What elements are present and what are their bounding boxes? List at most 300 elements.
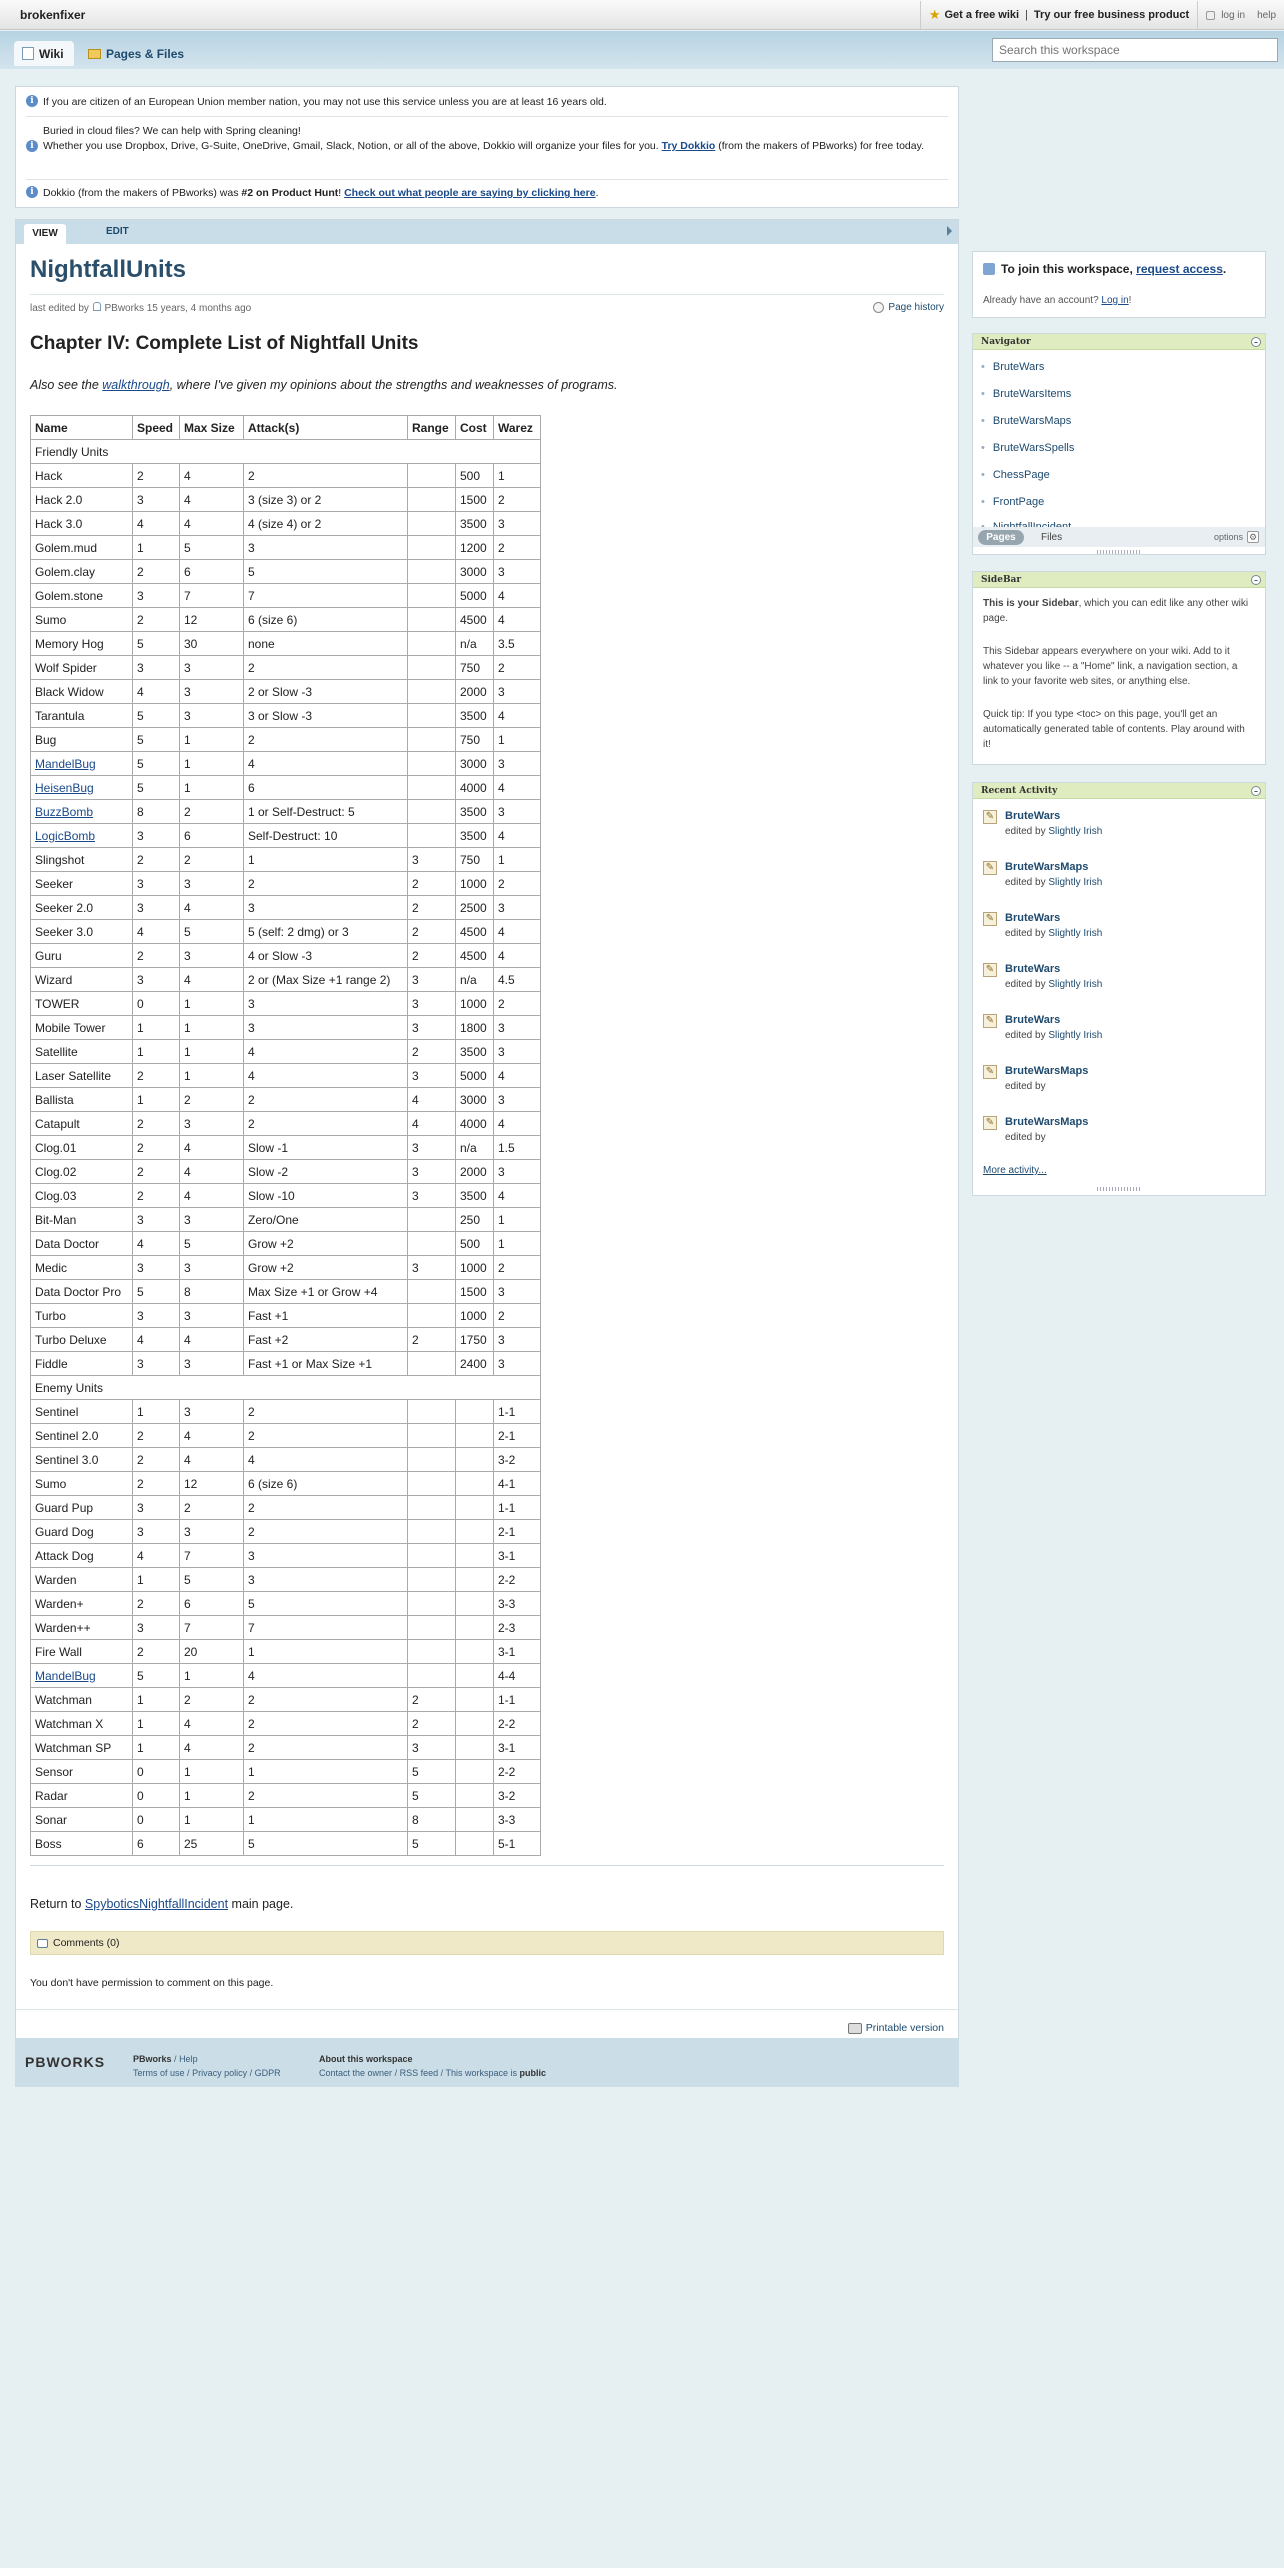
table-cell: 4 — [494, 1184, 541, 1208]
unit-name-cell: Satellite — [31, 1040, 133, 1064]
activity-item — [983, 912, 1257, 952]
table-cell: 5 — [180, 1568, 244, 1592]
units-table-body — [31, 440, 541, 1856]
info-icon: i — [26, 140, 38, 152]
table-cell — [408, 560, 456, 584]
gdpr-link[interactable]: GDPR — [254, 2068, 281, 2078]
table-row — [31, 1496, 541, 1520]
unit-name-cell: Slingshot — [31, 848, 133, 872]
unit-name-cell: Turbo Deluxe — [31, 1328, 133, 1352]
table-row — [31, 824, 541, 848]
resize-handle[interactable] — [1097, 550, 1141, 554]
table-cell: 3-1 — [494, 1640, 541, 1664]
table-cell — [408, 728, 456, 752]
unit-link[interactable]: HeisenBug — [35, 780, 94, 795]
activity-user-link[interactable]: Slightly Irish — [1048, 877, 1103, 888]
return-line — [30, 1897, 293, 1911]
table-cell: 2 — [408, 872, 456, 896]
table-cell: 2-2 — [494, 1760, 541, 1784]
nav-item[interactable]: • BruteWars — [981, 361, 1045, 373]
terms-link[interactable]: Terms of use — [133, 2068, 185, 2078]
table-cell: 1 or Self-Destruct: 5 — [244, 800, 408, 824]
table-cell: 3 — [180, 680, 244, 704]
login-link[interactable]: log in — [1221, 9, 1246, 21]
table-cell: 4 — [494, 704, 541, 728]
page-history-link[interactable] — [873, 302, 944, 313]
unit-name-cell: Tarantula — [31, 704, 133, 728]
table-cell: 3 — [494, 560, 541, 584]
table-row — [31, 1568, 541, 1592]
tab-pages-files[interactable] — [80, 41, 194, 66]
table-row — [31, 1592, 541, 1616]
unit-name-cell: Watchman — [31, 1688, 133, 1712]
activity-user-link[interactable]: Slightly Irish — [1048, 1030, 1103, 1041]
table-cell: 1 — [180, 1808, 244, 1832]
printable-version-link[interactable] — [848, 2022, 944, 2034]
table-cell: 4 — [180, 1136, 244, 1160]
table-cell: 3 — [494, 1352, 541, 1376]
divider — [26, 116, 948, 117]
section-label: Enemy Units — [31, 1376, 541, 1400]
nav-item[interactable]: • ChessPage — [981, 469, 1050, 481]
table-row — [31, 728, 541, 752]
contact-owner-link[interactable]: Contact the owner — [319, 2068, 393, 2078]
table-cell — [408, 1664, 456, 1688]
edited-by: edited by — [1005, 1030, 1046, 1041]
table-cell — [456, 1736, 494, 1760]
activity-user-link[interactable]: Slightly Irish — [1048, 928, 1103, 939]
table-cell: 1000 — [456, 992, 494, 1016]
footer-links — [133, 2052, 281, 2080]
table-row — [31, 704, 541, 728]
pencil-icon: ✎ — [983, 861, 997, 875]
table-cell: 4000 — [456, 776, 494, 800]
table-cell: 2 — [133, 1640, 180, 1664]
activity-item — [983, 963, 1257, 1003]
table-cell: 1 — [244, 1640, 408, 1664]
promo-links — [921, 0, 1197, 30]
activity-page-link[interactable]: BruteWarsMaps — [1005, 1116, 1089, 1128]
table-cell: 3 — [133, 1256, 180, 1280]
rss-link[interactable]: RSS feed — [399, 2068, 439, 2078]
activity-page-link[interactable]: BruteWars — [1005, 963, 1061, 975]
table-cell — [456, 1592, 494, 1616]
table-cell: 6 — [133, 1832, 180, 1856]
column-header: Cost — [456, 416, 494, 440]
resize-handle[interactable] — [1097, 1187, 1141, 1191]
activity-page-link[interactable]: BruteWars — [1005, 810, 1061, 822]
table-cell: 3 or Slow -3 — [244, 704, 408, 728]
table-row — [31, 1064, 541, 1088]
table-cell: 1 — [494, 848, 541, 872]
slash: / — [174, 2054, 177, 2064]
pencil-icon: ✎ — [983, 1014, 997, 1028]
tab-wiki[interactable] — [14, 41, 74, 66]
activity-page-link[interactable]: BruteWarsMaps — [1005, 861, 1089, 873]
table-cell: 3500 — [456, 1040, 494, 1064]
table-cell: 3 — [494, 800, 541, 824]
table-cell: 4 — [180, 1712, 244, 1736]
table-cell: 5 — [244, 1592, 408, 1616]
unit-name-cell: Radar — [31, 1784, 133, 1808]
wiki-icon — [22, 47, 34, 60]
navigator-box — [972, 333, 1266, 555]
table-cell — [408, 1616, 456, 1640]
navigator-list — [973, 351, 1265, 525]
table-cell: 3-1 — [494, 1736, 541, 1760]
table-cell: 6 (size 6) — [244, 608, 408, 632]
collapse-icon[interactable]: – — [1251, 575, 1261, 585]
table-row — [31, 1808, 541, 1832]
main-page-link[interactable]: SpyboticsNightfallIncident — [84, 1897, 229, 1911]
slash: / — [249, 2068, 253, 2078]
have-account-text: Already have an account? — [983, 295, 1099, 306]
table-header-row — [31, 416, 541, 440]
pencil-icon: ✎ — [983, 1065, 997, 1079]
pages-button[interactable]: Pages — [978, 530, 1024, 545]
table-cell: 3 — [133, 1616, 180, 1640]
table-cell — [408, 776, 456, 800]
unit-name-cell: Catapult — [31, 1112, 133, 1136]
unit-name-cell: Warden+ — [31, 1592, 133, 1616]
table-cell — [408, 632, 456, 656]
table-cell — [456, 1784, 494, 1808]
more-activity-link[interactable]: More activity... — [983, 1165, 1047, 1176]
table-cell: 4 — [494, 608, 541, 632]
table-cell — [456, 1616, 494, 1640]
table-cell: 3 — [180, 1520, 244, 1544]
comments-label: Comments (0) — [53, 1937, 120, 1949]
table-cell: 3 — [133, 1496, 180, 1520]
pencil-icon: ✎ — [983, 810, 997, 824]
nav-item[interactable]: • FrontPage — [981, 496, 1045, 508]
sidebar-p3: Quick tip: If you type <toc> on this page, you'll get an automatically generated table of contents. Play around with it! — [983, 709, 1245, 750]
table-cell: 1 — [133, 1088, 180, 1112]
unit-name-cell: Sensor — [31, 1760, 133, 1784]
try-dokkio-link[interactable]: Try Dokkio — [661, 140, 716, 152]
table-cell: 3 — [244, 992, 408, 1016]
table-row — [31, 920, 541, 944]
eu-notice — [26, 95, 948, 110]
activity-page-link[interactable]: BruteWars — [1005, 912, 1061, 924]
hunt-end: . — [595, 187, 599, 199]
table-cell — [456, 1688, 494, 1712]
table-cell: 3 — [180, 872, 244, 896]
table-cell: 7 — [244, 1616, 408, 1640]
gear-icon[interactable]: ⚙ — [1248, 532, 1258, 542]
table-cell: 2 — [133, 1448, 180, 1472]
unit-name-cell: Sentinel 3.0 — [31, 1448, 133, 1472]
table-row — [31, 488, 541, 512]
unit-name-cell: Golem.stone — [31, 584, 133, 608]
tab-edit[interactable]: EDIT — [106, 226, 129, 237]
table-cell: 1-1 — [494, 1496, 541, 1520]
nav-item-label: FrontPage — [992, 496, 1045, 508]
unit-link[interactable]: MandelBug — [35, 756, 96, 771]
table-cell: 4 — [180, 1184, 244, 1208]
table-row — [31, 1352, 541, 1376]
table-cell: 8 — [133, 800, 180, 824]
activity-item — [983, 1116, 1257, 1156]
hunt-text: Dokkio (from the makers of PBworks) was — [43, 187, 239, 199]
table-cell: 4 — [133, 920, 180, 944]
table-cell: 7 — [180, 584, 244, 608]
sidebar-box — [972, 571, 1266, 765]
unit-link[interactable]: BuzzBomb — [35, 804, 94, 819]
navigator-toolbar — [973, 527, 1265, 547]
table-cell — [456, 1760, 494, 1784]
table-cell: 3 — [408, 1016, 456, 1040]
nav-item-label: BruteWarsSpells — [992, 442, 1075, 454]
table-cell: 2 — [244, 1688, 408, 1712]
workspace-is: This workspace is — [445, 2068, 518, 2078]
unit-name-cell: Golem.clay — [31, 560, 133, 584]
column-header: Attack(s) — [244, 416, 408, 440]
join-icon — [983, 263, 995, 275]
table-cell: 4 — [180, 896, 244, 920]
table-row — [31, 1448, 541, 1472]
collapse-icon[interactable]: – — [1251, 786, 1261, 796]
activity-page-link[interactable]: BruteWarsMaps — [1005, 1065, 1089, 1077]
search-input[interactable] — [992, 38, 1278, 62]
table-cell: 4 (size 4) or 2 — [244, 512, 408, 536]
table-cell: 2 — [180, 1496, 244, 1520]
table-cell: 4 — [180, 1736, 244, 1760]
pbworks-logo[interactable]: PBWORKS — [25, 2054, 106, 2070]
table-cell: 4 — [494, 1112, 541, 1136]
nav-item[interactable]: • BruteWarsSpells — [981, 442, 1075, 454]
units-table — [30, 415, 541, 1856]
get-free-wiki-link[interactable]: Get a free wiki — [944, 9, 1020, 21]
pencil-icon: ✎ — [983, 912, 997, 926]
unit-name-cell: Attack Dog — [31, 1544, 133, 1568]
table-cell: 3 — [244, 1568, 408, 1592]
column-header: Speed — [133, 416, 180, 440]
pencil-icon: ✎ — [983, 1116, 997, 1130]
table-cell: 3.5 — [494, 632, 541, 656]
eu-notice-text: If you are citizen of an European Union member nation, you may not use this service unless you are at least 16 years old. — [43, 96, 607, 108]
table-row — [31, 584, 541, 608]
workspace-public: public — [519, 2068, 547, 2078]
join-end: . — [1222, 262, 1227, 276]
collapse-icon[interactable]: – — [1251, 337, 1261, 347]
activity-user-link[interactable]: Slightly Irish — [1048, 979, 1103, 990]
table-cell — [456, 1472, 494, 1496]
table-row — [31, 1136, 541, 1160]
table-cell: 2 — [244, 1424, 408, 1448]
unit-name-cell: Data Doctor Pro — [31, 1280, 133, 1304]
table-cell — [456, 1400, 494, 1424]
table-cell: 6 (size 6) — [244, 1472, 408, 1496]
pencil-icon: ✎ — [983, 963, 997, 977]
table-cell: 5 — [180, 536, 244, 560]
table-cell — [408, 656, 456, 680]
table-cell: 2 — [244, 1088, 408, 1112]
table-cell — [456, 1808, 494, 1832]
table-cell: 1 — [180, 776, 244, 800]
table-cell — [456, 1448, 494, 1472]
table-cell: 4-4 — [494, 1664, 541, 1688]
edited-by: edited by — [1005, 1132, 1046, 1143]
table-cell — [408, 824, 456, 848]
table-cell: 3 — [244, 896, 408, 920]
user-icon — [93, 302, 101, 311]
table-cell: 5 — [133, 1280, 180, 1304]
table-cell: 2 — [133, 1184, 180, 1208]
unit-name-cell: Watchman X — [31, 1712, 133, 1736]
sub-end: ! — [1128, 295, 1132, 306]
table-cell: 1-1 — [494, 1688, 541, 1712]
intro-pre: Also see the — [30, 378, 99, 392]
table-cell: n/a — [456, 1136, 494, 1160]
table-cell: 5 — [180, 1232, 244, 1256]
table-cell: 4 — [133, 1232, 180, 1256]
table-cell — [408, 680, 456, 704]
table-cell: 250 — [456, 1208, 494, 1232]
nav-item-label: ChessPage — [992, 469, 1050, 481]
options-button[interactable]: options — [1213, 532, 1243, 542]
table-cell — [456, 1568, 494, 1592]
unit-name-cell: Guard Pup — [31, 1496, 133, 1520]
separator: | — [1025, 9, 1028, 21]
table-row — [31, 1040, 541, 1064]
table-cell: 2000 — [456, 1160, 494, 1184]
footer-pbworks-link[interactable]: PBworks — [133, 2054, 172, 2064]
table-cell: 1 — [244, 848, 408, 872]
unit-name-cell: Sumo — [31, 1472, 133, 1496]
main-content — [15, 219, 959, 2087]
table-cell: 5 — [133, 752, 180, 776]
table-row — [31, 752, 541, 776]
unit-link[interactable]: MandelBug — [35, 1668, 96, 1683]
table-cell: 2 — [244, 1400, 408, 1424]
comments-header[interactable] — [30, 1931, 944, 1955]
table-cell: 1500 — [456, 1280, 494, 1304]
info-icon: i — [26, 186, 38, 198]
table-cell: 3 — [180, 1208, 244, 1232]
table-cell: 1 — [494, 464, 541, 488]
unit-name-cell: Ballista — [31, 1088, 133, 1112]
table-cell: 3 — [408, 1184, 456, 1208]
footer-help-link[interactable]: Help — [179, 2054, 198, 2064]
table-cell: 2-1 — [494, 1520, 541, 1544]
chapter-heading: Chapter IV: Complete List of Nightfall Units — [30, 333, 419, 354]
table-cell: 6 — [180, 824, 244, 848]
request-access-link[interactable]: request access — [1136, 262, 1223, 276]
sidebar-p2: This Sidebar appears everywhere on your wiki. Add to it whatever you like -- a "Home" link, a navigation section, a link to your favorite web sites, or anything else. — [983, 646, 1238, 687]
account-links — [1198, 0, 1284, 30]
unit-name-cell: Golem.mud — [31, 536, 133, 560]
table-cell: 4 — [244, 752, 408, 776]
table-cell: 3 — [133, 488, 180, 512]
table-cell: 12 — [180, 608, 244, 632]
collapse-arrow-icon[interactable] — [947, 226, 952, 236]
table-cell: 2-2 — [494, 1712, 541, 1736]
divider — [26, 179, 948, 180]
table-cell: 3-2 — [494, 1784, 541, 1808]
table-row — [31, 1328, 541, 1352]
files-button[interactable]: Files — [1041, 532, 1063, 543]
table-cell: 2 — [133, 608, 180, 632]
table-cell: 3 — [494, 1280, 541, 1304]
hunt-bang: ! — [338, 187, 342, 199]
table-cell: 4500 — [456, 608, 494, 632]
activity-item — [983, 1014, 1257, 1054]
site-name[interactable]: brokenfixer — [20, 8, 86, 22]
table-row — [31, 1280, 541, 1304]
table-cell: 4 — [180, 1328, 244, 1352]
hunt-link[interactable]: Check out what people are saying by clicking here — [344, 187, 596, 199]
table-cell: 4 — [180, 464, 244, 488]
table-cell: 4500 — [456, 920, 494, 944]
info-icon: i — [26, 95, 38, 107]
sidebar-bold: This is your Sidebar — [983, 598, 1079, 609]
last-edited-user[interactable]: PBworks — [104, 303, 144, 314]
table-cell: 1 — [133, 1688, 180, 1712]
table-cell: 1 — [180, 1784, 244, 1808]
unit-name-cell: Seeker 3.0 — [31, 920, 133, 944]
table-cell: 3-3 — [494, 1592, 541, 1616]
table-cell: 3 — [133, 824, 180, 848]
table-cell: 3500 — [456, 800, 494, 824]
nav-item[interactable]: • BruteWarsMaps — [981, 415, 1072, 427]
table-cell: 3 — [494, 680, 541, 704]
unit-name-cell: Hack 2.0 — [31, 488, 133, 512]
table-row — [31, 1832, 541, 1856]
table-cell — [456, 1832, 494, 1856]
table-row — [31, 1712, 541, 1736]
privacy-link[interactable]: Privacy policy — [192, 2068, 248, 2078]
unit-link[interactable]: LogicBomb — [35, 828, 96, 843]
printable-label: Printable version — [865, 2022, 944, 2034]
table-row — [31, 1232, 541, 1256]
about-title: About this workspace — [319, 2054, 413, 2064]
table-cell: 2 — [244, 728, 408, 752]
table-cell: 1 — [244, 1760, 408, 1784]
unit-name-cell: Guard Dog — [31, 1520, 133, 1544]
table-cell: 2 — [133, 1424, 180, 1448]
table-cell: 3 (size 3) or 2 — [244, 488, 408, 512]
table-cell: 1200 — [456, 536, 494, 560]
table-cell: 5-1 — [494, 1832, 541, 1856]
join-title — [983, 262, 1226, 276]
table-cell: 3 — [133, 872, 180, 896]
table-cell: 4 — [180, 488, 244, 512]
nav-item[interactable]: • BruteWarsItems — [981, 388, 1072, 400]
tab-view[interactable]: VIEW — [24, 224, 66, 244]
help-link[interactable]: help — [1257, 9, 1276, 21]
business-product-link[interactable]: Try our free business product — [1033, 9, 1190, 21]
table-cell: 2 — [244, 1712, 408, 1736]
activity-user-link[interactable]: Slightly Irish — [1048, 826, 1103, 837]
table-cell: 30 — [180, 632, 244, 656]
activity-page-link[interactable]: BruteWars — [1005, 1014, 1061, 1026]
table-cell: 3000 — [456, 752, 494, 776]
table-cell: 3 — [494, 1016, 541, 1040]
table-cell: 12 — [180, 1472, 244, 1496]
sidebar-login-link[interactable]: Log in — [1101, 295, 1129, 306]
table-cell: 2 — [244, 1736, 408, 1760]
table-cell: 1 — [494, 1232, 541, 1256]
walkthrough-link[interactable]: walkthrough — [102, 378, 170, 392]
table-cell: 2 — [494, 536, 541, 560]
last-edited-time: 15 years, 4 months ago — [146, 303, 252, 314]
table-cell: 1 — [133, 1568, 180, 1592]
table-cell — [408, 1448, 456, 1472]
table-cell: 4 — [494, 944, 541, 968]
table-cell: 4 — [133, 1544, 180, 1568]
table-row — [31, 1304, 541, 1328]
